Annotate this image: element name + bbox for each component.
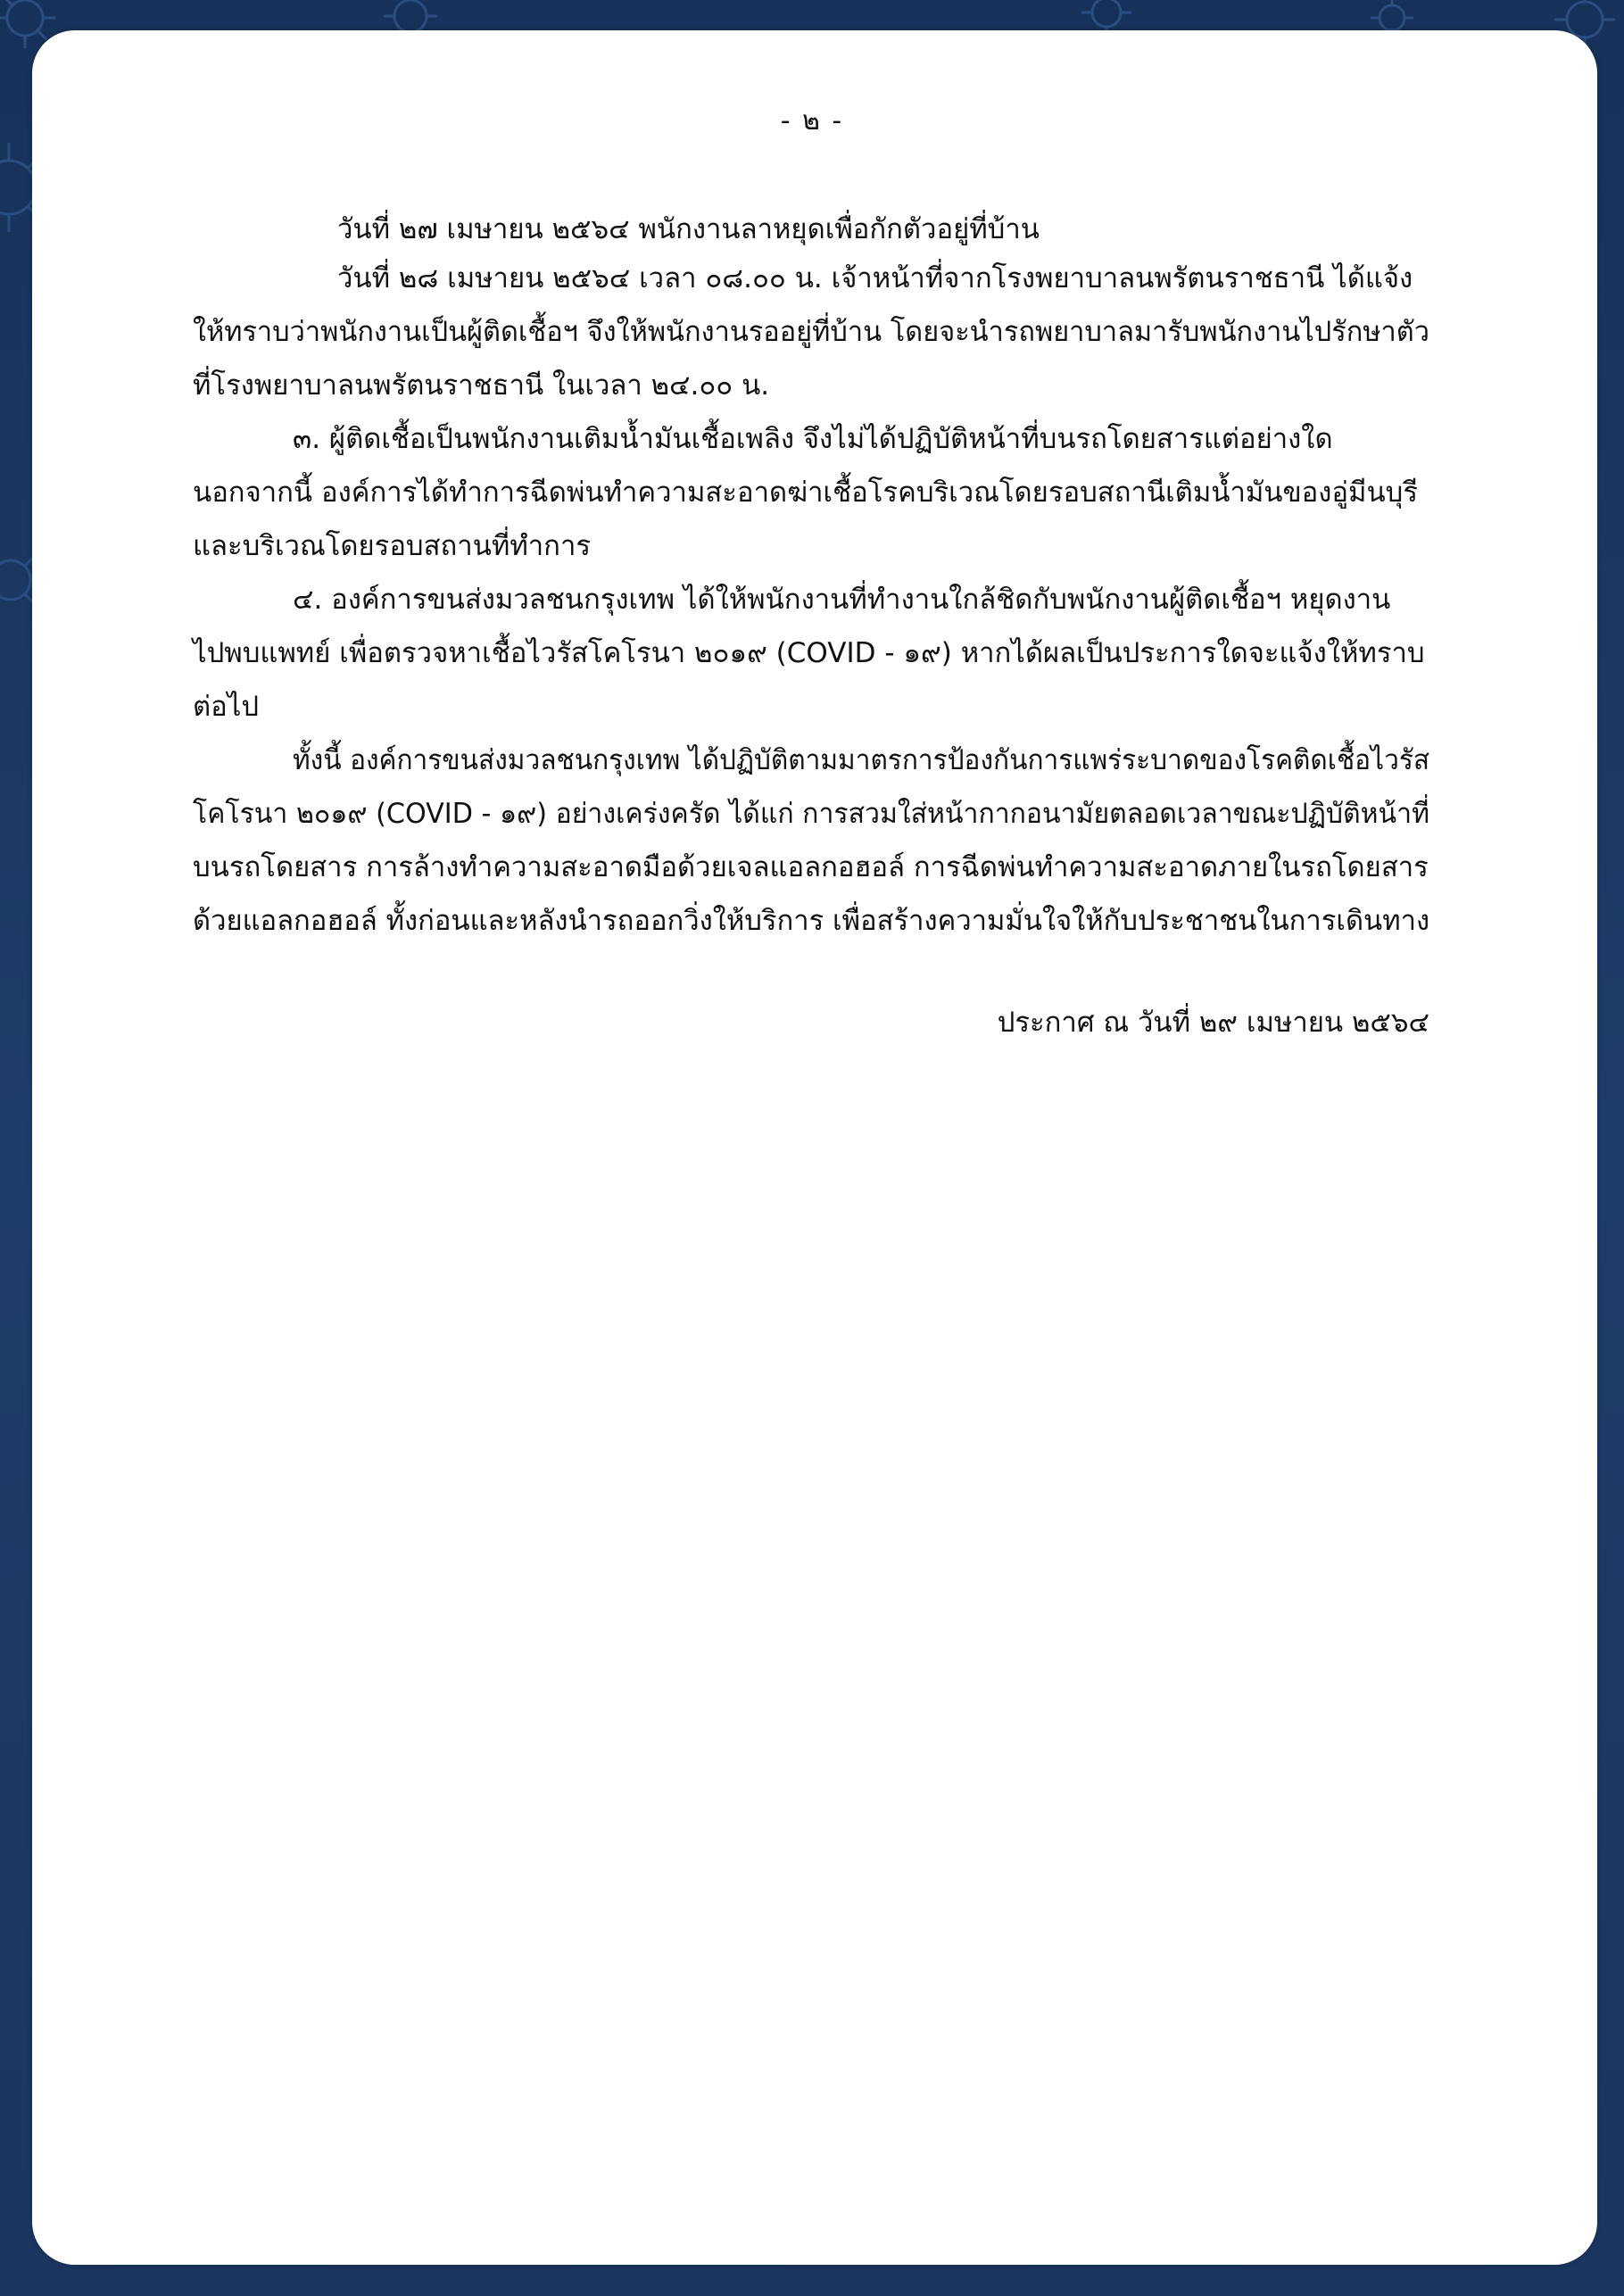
paragraph-line: ๔. องค์การขนส่งมวลชนกรุงเทพ ได้ให้พนักงานที่ทำงานใกล้ชิดกับพนักงานผู้ติดเชื้อฯ หยุดงาน (293, 584, 1391, 616)
paragraph-line: โคโรนา ๒๐๑๙ (COVID - ๑๙) อย่างเคร่งครัด ได้แก่ การสวมใส่หน้ากากอนามัยตลอดเวลาขณะปฏิบัติหน้าที่ (193, 798, 1430, 830)
announcement-date: ประกาศ ณ วันที่ ๒๙ เมษายน ๒๕๖๔ (997, 1007, 1429, 1039)
paragraph-line: ทั้งนี้ องค์การขนส่งมวลชนกรุงเทพ ได้ปฏิบัติตามมาตรการป้องกันการแพร่ระบาดของโรคติดเชื้อไวรัส (293, 744, 1430, 776)
paragraph-line: บนรถโดยสาร การล้างทำความสะอาดมือด้วยเจลแอลกอฮอล์ การฉีดพ่นทำความสะอาดภายในรถโดยสาร (193, 851, 1429, 883)
paragraph-line: นอกจากนี้ องค์การได้ทำการฉีดพ่นทำความสะอาดฆ่าเชื้อโรคบริเวณโดยรอบสถานีเติมน้ำมันของอู่มีนบุรี (193, 477, 1418, 509)
paragraph-line: วันที่ ๒๘ เมษายน ๒๕๖๔ เวลา ๐๘.๐๐ น. เจ้าหน้าที่จากโรงพยาบาลนพรัตนราชธานี ได้แจ้ง (337, 262, 1413, 294)
paragraph-line: วันที่ ๒๗ เมษายน ๒๕๖๔ พนักงานลาหยุดเพื่อกักตัวอยู่ที่บ้าน (337, 213, 1040, 245)
paragraph-line: ให้ทราบว่าพนักงานเป็นผู้ติดเชื้อฯ จึงให้พนักงานรออยู่ที่บ้าน โดยจะนำรถพยาบาลมารับพนักงานไปรักษาตัว (193, 316, 1429, 348)
paragraph-line: ที่โรงพยาบาลนพรัตนราชธานี ในเวลา ๒๔.๐๐ น. (193, 369, 770, 402)
paragraph-line: ไปพบแพทย์ เพื่อตรวจหาเชื้อไวรัสโคโรนา ๒๐๑๙ (COVID - ๑๙) หากได้ผลเป็นประการใดจะแจ้งให้ทราบ (193, 637, 1425, 669)
paragraph-line: ด้วยแอลกอฮอล์ ทั้งก่อนและหลังนำรถออกวิ่งให้บริการ เพื่อสร้างความมั่นใจให้กับประชาชนในการเดินทาง (193, 905, 1430, 937)
paragraph-line: ต่อไป (193, 691, 260, 723)
page-number: - ๒ - (780, 105, 844, 137)
paragraph-line: ๓. ผู้ติดเชื้อเป็นพนักงานเติมน้ำมันเชื้อเพลิง จึงไม่ได้ปฏิบัติหน้าที่บนรถโดยสารแต่อย่างใด (293, 423, 1333, 455)
document-paper (32, 30, 1597, 2265)
paragraph-line: และบริเวณโดยรอบสถานที่ทำการ (193, 530, 592, 562)
